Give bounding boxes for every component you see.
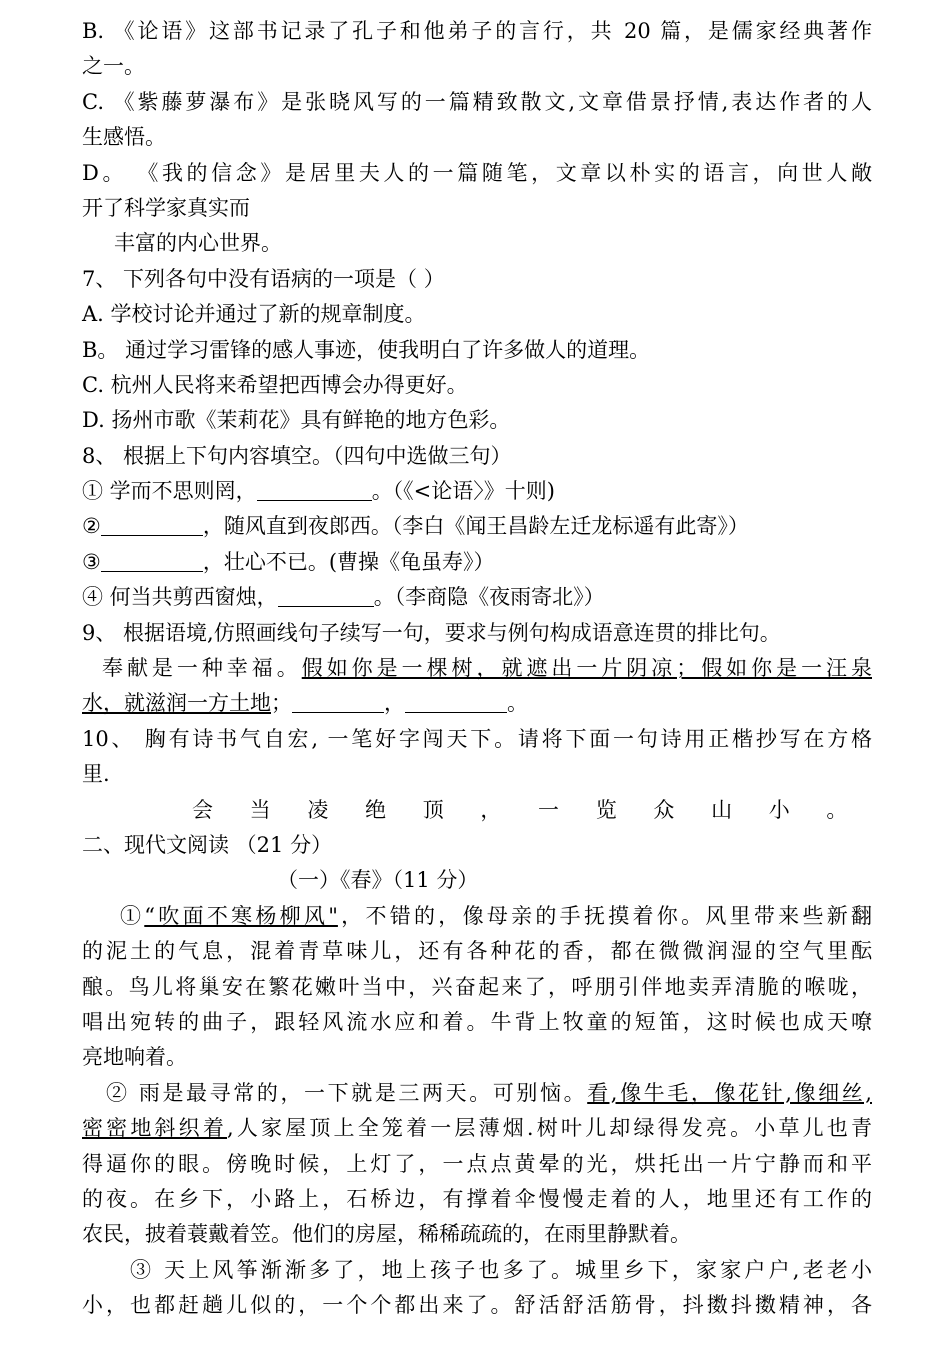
paragraph-2-line5: 农民，披着蓑戴着笠。他们的房屋，稀稀疏疏的，在雨里静默着。 (82, 1222, 691, 1247)
exam-page (82, 14, 872, 1323)
q8-item-1-suffix: 。（《<论语〉》十则) (371, 479, 555, 504)
q8-item-3 (82, 545, 872, 580)
paragraph-1-underlined-quote: “吹面不寒杨柳风" (144, 903, 338, 928)
q7-option-d: D. 扬州市歌《茉莉花》具有鲜艳的地方色彩。 (82, 408, 511, 433)
paragraph-1-line5: 亮地响着。 (82, 1045, 187, 1070)
q8-item-4-prefix: ④ 何当共剪西窗烛， (82, 585, 278, 610)
paragraph-2-underlined-part1: 看,像牛毛，像花针,像细丝, (587, 1080, 872, 1105)
q8-item-4 (82, 580, 872, 615)
q8-item-4-suffix: 。（李商隐《夜雨寄北》） (373, 585, 605, 610)
q8-blank-4[interactable] (278, 584, 374, 607)
q6-option-c-line2: 生感悟。 (82, 125, 166, 150)
q8-blank-1[interactable] (257, 478, 372, 501)
q9-example-line2 (82, 686, 872, 721)
paragraph-1-line4: 唱出宛转的曲子，跟轻风流水应和着。牛背上牧童的短笛，这时候也成天嘹 (82, 1009, 872, 1034)
q6-option-b-line2: 之一。 (82, 54, 145, 79)
paragraph-1-line1 (82, 899, 872, 934)
q9-period: 。 (507, 691, 528, 716)
q6-option-d-line2: 开了科学家真实而 (82, 195, 250, 220)
paragraph-2-underlined-part2: 密密地斜织着 (82, 1116, 228, 1141)
q7-option-c: C. 杭州人民将来希望把西博会办得更好。 (82, 372, 468, 397)
paragraph-1-line3: 酿。鸟儿将巢安在繁花嫩叶当中，兴奋起来了，呼朋引伴地卖弄清脆的喉咙， (82, 974, 872, 999)
q7-option-b: B。 通过学习雷锋的感人事迹，使我明白了许多做人的道理。 (82, 337, 651, 362)
reading-1-heading: （一）《春》（11 分） (277, 868, 479, 893)
paragraph-1-line1-rest: ，不错的，像母亲的手抚摸着你。风里带来些新翻 (337, 903, 873, 928)
question-9-title: 9、 根据语境,仿照画线句子续写一句，要求与例句构成语意连贯的排比句。 (82, 620, 781, 645)
q9-underlined-sentence-part2: 水，就滋润一方土地 (82, 691, 271, 716)
paragraph-1-number: ① (120, 903, 145, 928)
poem-line: 会 当 凌 绝 顶 ， 一 览 众 山 小 。 (192, 797, 863, 822)
paragraph-2-line1 (82, 1076, 872, 1111)
q9-underlined-sentence-part1: 假如你是一棵树，就遮出一片阴凉；假如你是一汪泉 (301, 656, 872, 681)
q8-item-2-prefix: ② (82, 514, 101, 539)
q8-blank-3[interactable] (101, 549, 203, 572)
q8-item-1 (82, 474, 872, 509)
paragraph-3-line1: ③ 天上风筝渐渐多了，地上孩子也多了。城里乡下，家家户户,老老小 (130, 1257, 872, 1282)
question-10-title-line1: 10、 胸有诗书气自宏, 一笔好字闯天下。请将下面一句诗用正楷抄写在方格 (82, 726, 872, 751)
q8-item-3-prefix: ③ (82, 549, 101, 574)
q8-blank-2[interactable] (101, 513, 203, 536)
paragraph-2-line2-rest: ,人家屋顶上全笼着一层薄烟.树叶儿却绿得发亮。小草儿也青 (227, 1116, 872, 1141)
q6-option-c-line1: C. 《紫藤萝瀑布》是张晓风写的一篇精致散文,文章借景抒情,表达作者的人 (82, 89, 872, 114)
q6-option-b-line1: B. 《论语》这部书记录了孔子和他弟子的言行，共 20 篇，是儒家经典著作 (82, 19, 872, 43)
q8-item-1-prefix: ① 学而不思则罔， (82, 479, 257, 504)
q8-item-2 (82, 509, 872, 544)
q9-blank-1[interactable] (292, 690, 384, 713)
q6-option-d-line3: 丰富的内心世界。 (114, 231, 282, 256)
q9-example-line1 (82, 651, 872, 686)
paragraph-2-line2 (82, 1111, 872, 1146)
q9-comma: ， (384, 691, 405, 716)
q6-option-d-line1: D。 《我的信念》是居里夫人的一篇随笔，文章以朴实的语言，向世人敞 (82, 160, 872, 185)
q7-option-a: A. 学校讨论并通过了新的规章制度。 (82, 302, 426, 327)
paragraph-3-line2: 小，也都赶趟儿似的，一个个都出来了。舒活舒活筋骨，抖擞抖擞精神，各 (82, 1293, 872, 1318)
paragraph-2-lead: ② 雨是最寻常的，一下就是三两天。可别恼。 (106, 1080, 588, 1105)
paragraph-1-line2: 的泥土的气息，混着青草味儿，还有各种花的香，都在微微润湿的空气里酝 (82, 939, 872, 964)
question-8-title: 8、 根据上下句内容填空。（四句中选做三句） (82, 443, 512, 468)
q9-blank-2[interactable] (405, 690, 507, 713)
paragraph-2-line3: 得逼你的眼。傍晚时候，上灯了，一点点黄晕的光，烘托出一片宁静而和平 (82, 1151, 872, 1176)
question-10-title-line2: 里. (82, 762, 110, 787)
q9-example-lead: 奉献是一种幸福。 (102, 656, 302, 681)
paragraph-2-line4: 的夜。在乡下，小路上，石桥边，有撑着伞慢慢走着的人，地里还有工作的 (82, 1186, 872, 1211)
section-2-heading: 二、现代文阅读 （21 分） (82, 832, 333, 857)
q8-item-2-suffix: ，随风直到夜郎西。（李白《闻王昌龄左迁龙标遥有此寄》） (202, 514, 749, 539)
q9-semicolon: ； (271, 691, 292, 716)
question-7-title: 7、 下列各句中没有语病的一项是（ ） (82, 266, 445, 291)
q8-item-3-suffix: ，壮心不已。(曹操《龟虽寿》） (202, 549, 495, 574)
